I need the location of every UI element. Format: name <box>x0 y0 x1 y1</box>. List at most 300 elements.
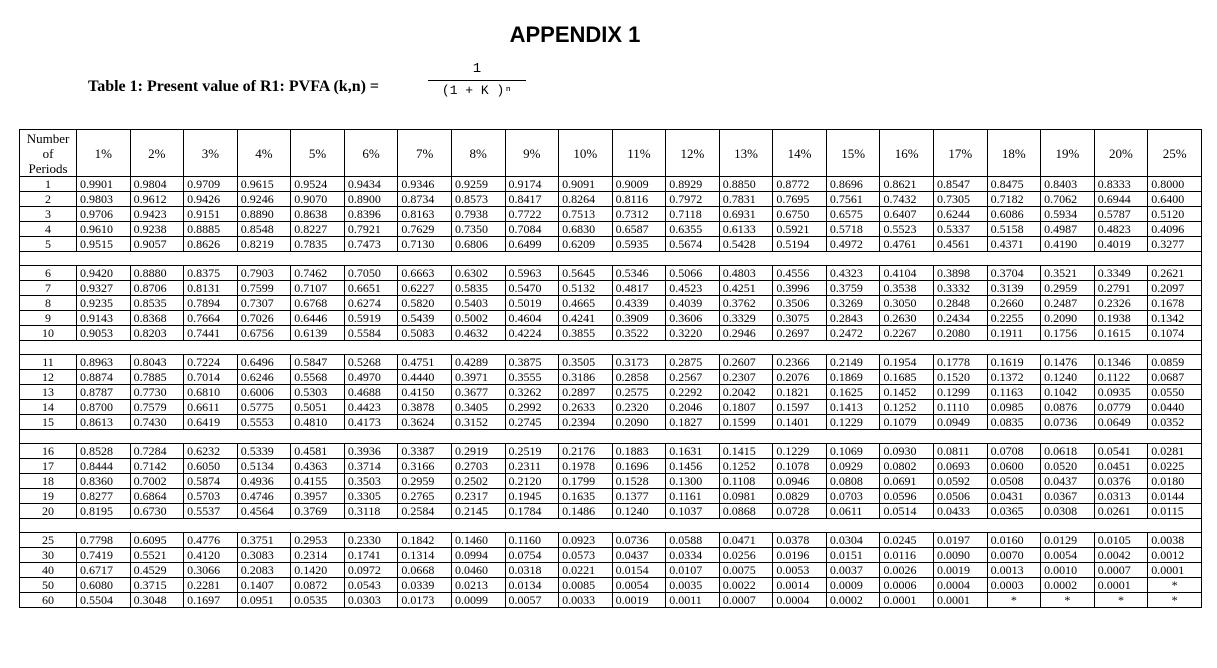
group-separator <box>20 519 1202 533</box>
value-cell: 0.6756 <box>237 326 291 341</box>
value-cell: 0.7084 <box>505 222 559 237</box>
table-row <box>20 578 1202 593</box>
value-cell: 0.5132 <box>559 281 613 296</box>
value-cell: 0.9091 <box>559 177 613 192</box>
value-cell: 0.4096 <box>1148 222 1202 237</box>
value-cell: 0.0541 <box>1094 444 1148 459</box>
value-cell: 0.3715 <box>130 578 184 593</box>
formula-numerator: 1 <box>472 61 482 77</box>
value-cell: 0.8277 <box>77 489 131 504</box>
value-cell: 0.2848 <box>934 296 988 311</box>
rate-header: 11% <box>612 130 666 177</box>
value-cell: 0.2992 <box>505 400 559 415</box>
value-cell: 0.3996 <box>773 281 827 296</box>
value-cell: 0.5194 <box>773 237 827 252</box>
value-cell: 0.1299 <box>934 385 988 400</box>
value-cell: 0.7026 <box>237 311 291 326</box>
periods-header-line: of <box>42 145 54 161</box>
value-cell: 0.0007 <box>719 593 773 608</box>
value-cell: 0.0592 <box>934 474 988 489</box>
value-cell: 0.6806 <box>451 237 505 252</box>
value-cell: 0.0923 <box>559 533 613 548</box>
value-cell: 0.1407 <box>237 578 291 593</box>
value-cell: 0.2366 <box>773 355 827 370</box>
value-cell: 0.0367 <box>1041 489 1095 504</box>
table-row <box>20 370 1202 385</box>
value-cell: 0.1978 <box>559 459 613 474</box>
value-cell: 0.5787 <box>1094 207 1148 222</box>
value-cell: 0.5083 <box>398 326 452 341</box>
value-cell: 0.7972 <box>666 192 720 207</box>
value-cell: 0.2959 <box>1041 281 1095 296</box>
value-cell: 0.0365 <box>987 504 1041 519</box>
rate-header: 9% <box>505 130 559 177</box>
value-cell: 0.7885 <box>130 370 184 385</box>
value-cell: 0.3387 <box>398 444 452 459</box>
period-cell: 2 <box>20 192 77 207</box>
value-cell: 0.1869 <box>826 370 880 385</box>
value-cell: 0.0352 <box>1148 415 1202 430</box>
value-cell: 0.8195 <box>77 504 131 519</box>
value-cell: 0.0070 <box>987 548 1041 563</box>
value-cell: 0.6407 <box>880 207 934 222</box>
value-cell: 0.5523 <box>880 222 934 237</box>
value-cell: 0.3936 <box>344 444 398 459</box>
value-cell: 0.8696 <box>826 177 880 192</box>
value-cell: 0.5674 <box>666 237 720 252</box>
period-cell: 4 <box>20 222 77 237</box>
value-cell: 0.0022 <box>719 578 773 593</box>
value-cell: 0.0105 <box>1094 533 1148 548</box>
value-cell: 0.9612 <box>130 192 184 207</box>
value-cell: 0.2311 <box>505 459 559 474</box>
value-cell: 0.0038 <box>1148 533 1202 548</box>
value-cell: * <box>987 593 1041 608</box>
value-cell: 0.1240 <box>1041 370 1095 385</box>
value-cell: 0.0304 <box>826 533 880 548</box>
value-cell: 0.1372 <box>987 370 1041 385</box>
period-cell: 30 <box>20 548 77 563</box>
value-cell: 0.9434 <box>344 177 398 192</box>
value-cell: 0.0811 <box>934 444 988 459</box>
value-cell: 0.9235 <box>77 296 131 311</box>
value-cell: 0.8626 <box>184 237 238 252</box>
value-cell: 0.4251 <box>719 281 773 296</box>
value-cell: 0.4440 <box>398 370 452 385</box>
value-cell: 0.1938 <box>1094 311 1148 326</box>
value-cell: 0.9515 <box>77 237 131 252</box>
value-cell: 0.8203 <box>130 326 184 341</box>
value-cell: 0.5935 <box>612 237 666 252</box>
value-cell: 0.8264 <box>559 192 613 207</box>
value-cell: 0.7831 <box>719 192 773 207</box>
value-cell: 0.2858 <box>612 370 666 385</box>
value-cell: 0.0859 <box>1148 355 1202 370</box>
value-cell: 0.4776 <box>184 533 238 548</box>
value-cell: 0.2621 <box>1148 266 1202 281</box>
value-cell: 0.3759 <box>826 281 880 296</box>
value-cell: 0.5775 <box>237 400 291 415</box>
value-cell: 0.2083 <box>237 563 291 578</box>
value-cell: 0.5019 <box>505 296 559 311</box>
value-cell: 0.4564 <box>237 504 291 519</box>
value-cell: 0.6750 <box>773 207 827 222</box>
value-cell: 0.9610 <box>77 222 131 237</box>
value-cell: 0.0808 <box>826 474 880 489</box>
value-cell: 0.7730 <box>130 385 184 400</box>
table-row <box>20 548 1202 563</box>
pvfa-formula <box>428 60 526 99</box>
value-cell: 0.4746 <box>237 489 291 504</box>
value-cell: 0.0002 <box>826 593 880 608</box>
value-cell: 0.3855 <box>559 326 613 341</box>
value-cell: 0.7835 <box>291 237 345 252</box>
value-cell: 0.6651 <box>344 281 398 296</box>
table-row <box>20 222 1202 237</box>
value-cell: 0.0261 <box>1094 504 1148 519</box>
period-cell: 18 <box>20 474 77 489</box>
value-cell: 0.1697 <box>184 593 238 608</box>
value-cell: 0.6246 <box>237 370 291 385</box>
value-cell: 0.3606 <box>666 311 720 326</box>
value-cell: 0.3152 <box>451 415 505 430</box>
period-cell: 15 <box>20 415 77 430</box>
value-cell: 0.7050 <box>344 266 398 281</box>
value-cell: 0.8375 <box>184 266 238 281</box>
value-cell: 0.6227 <box>398 281 452 296</box>
value-cell: 0.3075 <box>773 311 827 326</box>
value-cell: 0.0736 <box>1041 415 1095 430</box>
value-cell: 0.7350 <box>451 222 505 237</box>
value-cell: 0.1415 <box>719 444 773 459</box>
value-cell: 0.1452 <box>880 385 934 400</box>
value-cell: 0.1486 <box>559 504 613 519</box>
value-cell: 0.8850 <box>719 177 773 192</box>
value-cell: 0.7938 <box>451 207 505 222</box>
rate-header: 2% <box>130 130 184 177</box>
value-cell: 0.1635 <box>559 489 613 504</box>
value-cell: 0.8360 <box>77 474 131 489</box>
value-cell: 0.6587 <box>612 222 666 237</box>
value-cell: 0.9053 <box>77 326 131 341</box>
table-header-row <box>20 130 1202 177</box>
value-cell: 0.3186 <box>559 370 613 385</box>
value-cell: 0.3521 <box>1041 266 1095 281</box>
period-cell: 10 <box>20 326 77 341</box>
value-cell: 0.5120 <box>1148 207 1202 222</box>
value-cell: 0.8528 <box>77 444 131 459</box>
period-cell: 3 <box>20 207 77 222</box>
table-row <box>20 504 1202 519</box>
value-cell: 0.6095 <box>130 533 184 548</box>
value-cell: 0.4150 <box>398 385 452 400</box>
value-cell: 0.8874 <box>77 370 131 385</box>
value-cell: 0.8116 <box>612 192 666 207</box>
value-cell: 0.0151 <box>826 548 880 563</box>
value-cell: 0.0011 <box>666 593 720 608</box>
value-cell: 0.7894 <box>184 296 238 311</box>
value-cell: 0.3220 <box>666 326 720 341</box>
period-cell: 14 <box>20 400 77 415</box>
value-cell: 0.2090 <box>612 415 666 430</box>
value-cell: 0.4371 <box>987 237 1041 252</box>
value-cell: 0.8621 <box>880 177 934 192</box>
value-cell: 0.3066 <box>184 563 238 578</box>
value-cell: 0.0007 <box>1094 563 1148 578</box>
value-cell: 0.0550 <box>1148 385 1202 400</box>
value-cell: 0.8227 <box>291 222 345 237</box>
value-cell: 0.1401 <box>773 415 827 430</box>
value-cell: 0.0308 <box>1041 504 1095 519</box>
value-cell: 0.6086 <box>987 207 1041 222</box>
value-cell: 0.2959 <box>398 474 452 489</box>
value-cell: 0.1037 <box>666 504 720 519</box>
value-cell: 0.2502 <box>451 474 505 489</box>
value-cell: 0.3166 <box>398 459 452 474</box>
value-cell: 0.6133 <box>719 222 773 237</box>
value-cell: 0.0520 <box>1041 459 1095 474</box>
value-cell: 0.0668 <box>398 563 452 578</box>
value-cell: 0.0508 <box>987 474 1041 489</box>
value-cell: * <box>1148 578 1202 593</box>
value-cell: 0.0006 <box>880 578 934 593</box>
value-cell: 0.0440 <box>1148 400 1202 415</box>
value-cell: 0.0075 <box>719 563 773 578</box>
value-cell: 0.8396 <box>344 207 398 222</box>
value-cell: 0.2097 <box>1148 281 1202 296</box>
value-cell: 0.3262 <box>505 385 559 400</box>
value-cell: 0.1778 <box>934 355 988 370</box>
table-row <box>20 415 1202 430</box>
value-cell: 0.0972 <box>344 563 398 578</box>
value-cell: 0.2292 <box>666 385 720 400</box>
value-cell: 0.2120 <box>505 474 559 489</box>
value-cell: 0.9423 <box>130 207 184 222</box>
value-cell: 0.2042 <box>719 385 773 400</box>
value-cell: 0.0691 <box>880 474 934 489</box>
value-cell: 0.2281 <box>184 578 238 593</box>
separator-cell <box>20 341 1202 355</box>
appendix-title: APPENDIX 1 <box>509 22 641 47</box>
value-cell: 0.2145 <box>451 504 505 519</box>
value-cell: 0.8000 <box>1148 177 1202 192</box>
table-row <box>20 533 1202 548</box>
value-cell: 0.0835 <box>987 415 1041 430</box>
value-cell: 0.7305 <box>934 192 988 207</box>
value-cell: 0.1420 <box>291 563 345 578</box>
value-cell: 0.0042 <box>1094 548 1148 563</box>
value-cell: 0.1619 <box>987 355 1041 370</box>
value-cell: 0.5158 <box>987 222 1041 237</box>
rate-header: 20% <box>1094 130 1148 177</box>
value-cell: 0.5874 <box>184 474 238 489</box>
value-cell: 0.4173 <box>344 415 398 430</box>
rate-header: 18% <box>987 130 1041 177</box>
value-cell: 0.2946 <box>719 326 773 341</box>
value-cell: 0.2046 <box>666 400 720 415</box>
value-cell: 0.5002 <box>451 311 505 326</box>
value-cell: 0.1074 <box>1148 326 1202 341</box>
value-cell: 0.1597 <box>773 400 827 415</box>
value-cell: 0.0009 <box>826 578 880 593</box>
value-cell: 0.1108 <box>719 474 773 489</box>
value-cell: 0.0876 <box>1041 400 1095 415</box>
value-cell: 0.4761 <box>880 237 934 252</box>
value-cell: 0.5066 <box>666 266 720 281</box>
value-cell: 0.7695 <box>773 192 827 207</box>
value-cell: 0.9057 <box>130 237 184 252</box>
value-cell: 0.3349 <box>1094 266 1148 281</box>
value-cell: 0.6446 <box>291 311 345 326</box>
value-cell: 0.5470 <box>505 281 559 296</box>
rate-header: 15% <box>826 130 880 177</box>
value-cell: 0.1520 <box>934 370 988 385</box>
value-cell: 0.2575 <box>612 385 666 400</box>
value-cell: 0.5268 <box>344 355 398 370</box>
value-cell: 0.0099 <box>451 593 505 608</box>
value-cell: 0.4665 <box>559 296 613 311</box>
value-cell: 0.3957 <box>291 489 345 504</box>
value-cell: 0.1476 <box>1041 355 1095 370</box>
value-cell: 0.5568 <box>291 370 345 385</box>
value-cell: 0.0013 <box>987 563 1041 578</box>
value-cell: 0.5537 <box>184 504 238 519</box>
value-cell: 0.0154 <box>612 563 666 578</box>
value-cell: 0.0535 <box>291 593 345 608</box>
value-cell: 0.3048 <box>130 593 184 608</box>
value-cell: 0.1685 <box>880 370 934 385</box>
value-cell: 0.4289 <box>451 355 505 370</box>
value-cell: 0.6944 <box>1094 192 1148 207</box>
value-cell: 0.8333 <box>1094 177 1148 192</box>
value-cell: 0.9524 <box>291 177 345 192</box>
value-cell: 0.0334 <box>666 548 720 563</box>
value-cell: 0.4817 <box>612 281 666 296</box>
value-cell: 0.3875 <box>505 355 559 370</box>
value-cell: * <box>1148 593 1202 608</box>
value-cell: 0.2320 <box>612 400 666 415</box>
value-cell: 0.1842 <box>398 533 452 548</box>
value-cell: 0.2843 <box>826 311 880 326</box>
table-row <box>20 177 1202 192</box>
value-cell: 0.0930 <box>880 444 934 459</box>
table-row <box>20 400 1202 415</box>
value-cell: 0.2149 <box>826 355 880 370</box>
value-cell: 0.5820 <box>398 296 452 311</box>
period-cell: 7 <box>20 281 77 296</box>
value-cell: 0.1229 <box>773 444 827 459</box>
period-cell: 5 <box>20 237 77 252</box>
table-row <box>20 444 1202 459</box>
value-cell: 0.3050 <box>880 296 934 311</box>
value-cell: 0.5134 <box>237 459 291 474</box>
value-cell: 0.9327 <box>77 281 131 296</box>
value-cell: 0.0929 <box>826 459 880 474</box>
periods-header-line: Number <box>26 130 70 146</box>
value-cell: 0.1460 <box>451 533 505 548</box>
value-cell: 0.2317 <box>451 489 505 504</box>
period-cell: 6 <box>20 266 77 281</box>
value-cell: 0.7062 <box>1041 192 1095 207</box>
value-cell: 0.1821 <box>773 385 827 400</box>
table-row <box>20 207 1202 222</box>
value-cell: 0.4241 <box>559 311 613 326</box>
value-cell: 0.3762 <box>719 296 773 311</box>
value-cell: 0.5919 <box>344 311 398 326</box>
value-cell: 0.5963 <box>505 266 559 281</box>
value-cell: 0.0829 <box>773 489 827 504</box>
value-cell: 0.7224 <box>184 355 238 370</box>
value-cell: 0.0037 <box>826 563 880 578</box>
value-cell: 0.2434 <box>934 311 988 326</box>
value-cell: 0.3909 <box>612 311 666 326</box>
value-cell: 0.3704 <box>987 266 1041 281</box>
value-cell: 0.9709 <box>184 177 238 192</box>
value-cell: 0.1784 <box>505 504 559 519</box>
value-cell: 0.5303 <box>291 385 345 400</box>
value-cell: 0.8131 <box>184 281 238 296</box>
value-cell: 0.0213 <box>451 578 505 593</box>
value-cell: 0.0433 <box>934 504 988 519</box>
period-cell: 16 <box>20 444 77 459</box>
value-cell: 0.4339 <box>612 296 666 311</box>
value-cell: 0.3083 <box>237 548 291 563</box>
value-cell: 0.6717 <box>77 563 131 578</box>
value-cell: 0.8772 <box>773 177 827 192</box>
value-cell: 0.6768 <box>291 296 345 311</box>
value-cell: * <box>1094 593 1148 608</box>
value-cell: 0.2953 <box>291 533 345 548</box>
value-cell: 0.0054 <box>1041 548 1095 563</box>
rate-header: 5% <box>291 130 345 177</box>
rate-header: 8% <box>451 130 505 177</box>
value-cell: 0.8638 <box>291 207 345 222</box>
value-cell: 0.0376 <box>1094 474 1148 489</box>
value-cell: 0.2076 <box>773 370 827 385</box>
value-cell: 0.6209 <box>559 237 613 252</box>
value-cell: 0.2765 <box>398 489 452 504</box>
rate-header: 17% <box>934 130 988 177</box>
value-cell: 0.5051 <box>291 400 345 415</box>
rate-header: 7% <box>398 130 452 177</box>
value-cell: 0.4803 <box>719 266 773 281</box>
value-cell: 0.8444 <box>77 459 131 474</box>
value-cell: 0.3538 <box>880 281 934 296</box>
value-cell: 0.0001 <box>1148 563 1202 578</box>
rate-header: 19% <box>1041 130 1095 177</box>
value-cell: 0.5403 <box>451 296 505 311</box>
value-cell: 0.0160 <box>987 533 1041 548</box>
value-cell: 0.0981 <box>719 489 773 504</box>
value-cell: 0.0180 <box>1148 474 1202 489</box>
value-cell: 0.3522 <box>612 326 666 341</box>
value-cell: 0.7307 <box>237 296 291 311</box>
value-cell: 0.2660 <box>987 296 1041 311</box>
value-cell: 0.0728 <box>773 504 827 519</box>
value-cell: 0.1827 <box>666 415 720 430</box>
value-cell: 0.7579 <box>130 400 184 415</box>
period-cell: 19 <box>20 489 77 504</box>
group-separator <box>20 430 1202 444</box>
value-cell: 0.5645 <box>559 266 613 281</box>
value-cell: 0.1314 <box>398 548 452 563</box>
value-cell: 0.9615 <box>237 177 291 192</box>
value-cell: 0.6080 <box>77 578 131 593</box>
value-cell: 0.0002 <box>1041 578 1095 593</box>
value-cell: 0.1069 <box>826 444 880 459</box>
value-cell: 0.6274 <box>344 296 398 311</box>
value-cell: 0.6663 <box>398 266 452 281</box>
